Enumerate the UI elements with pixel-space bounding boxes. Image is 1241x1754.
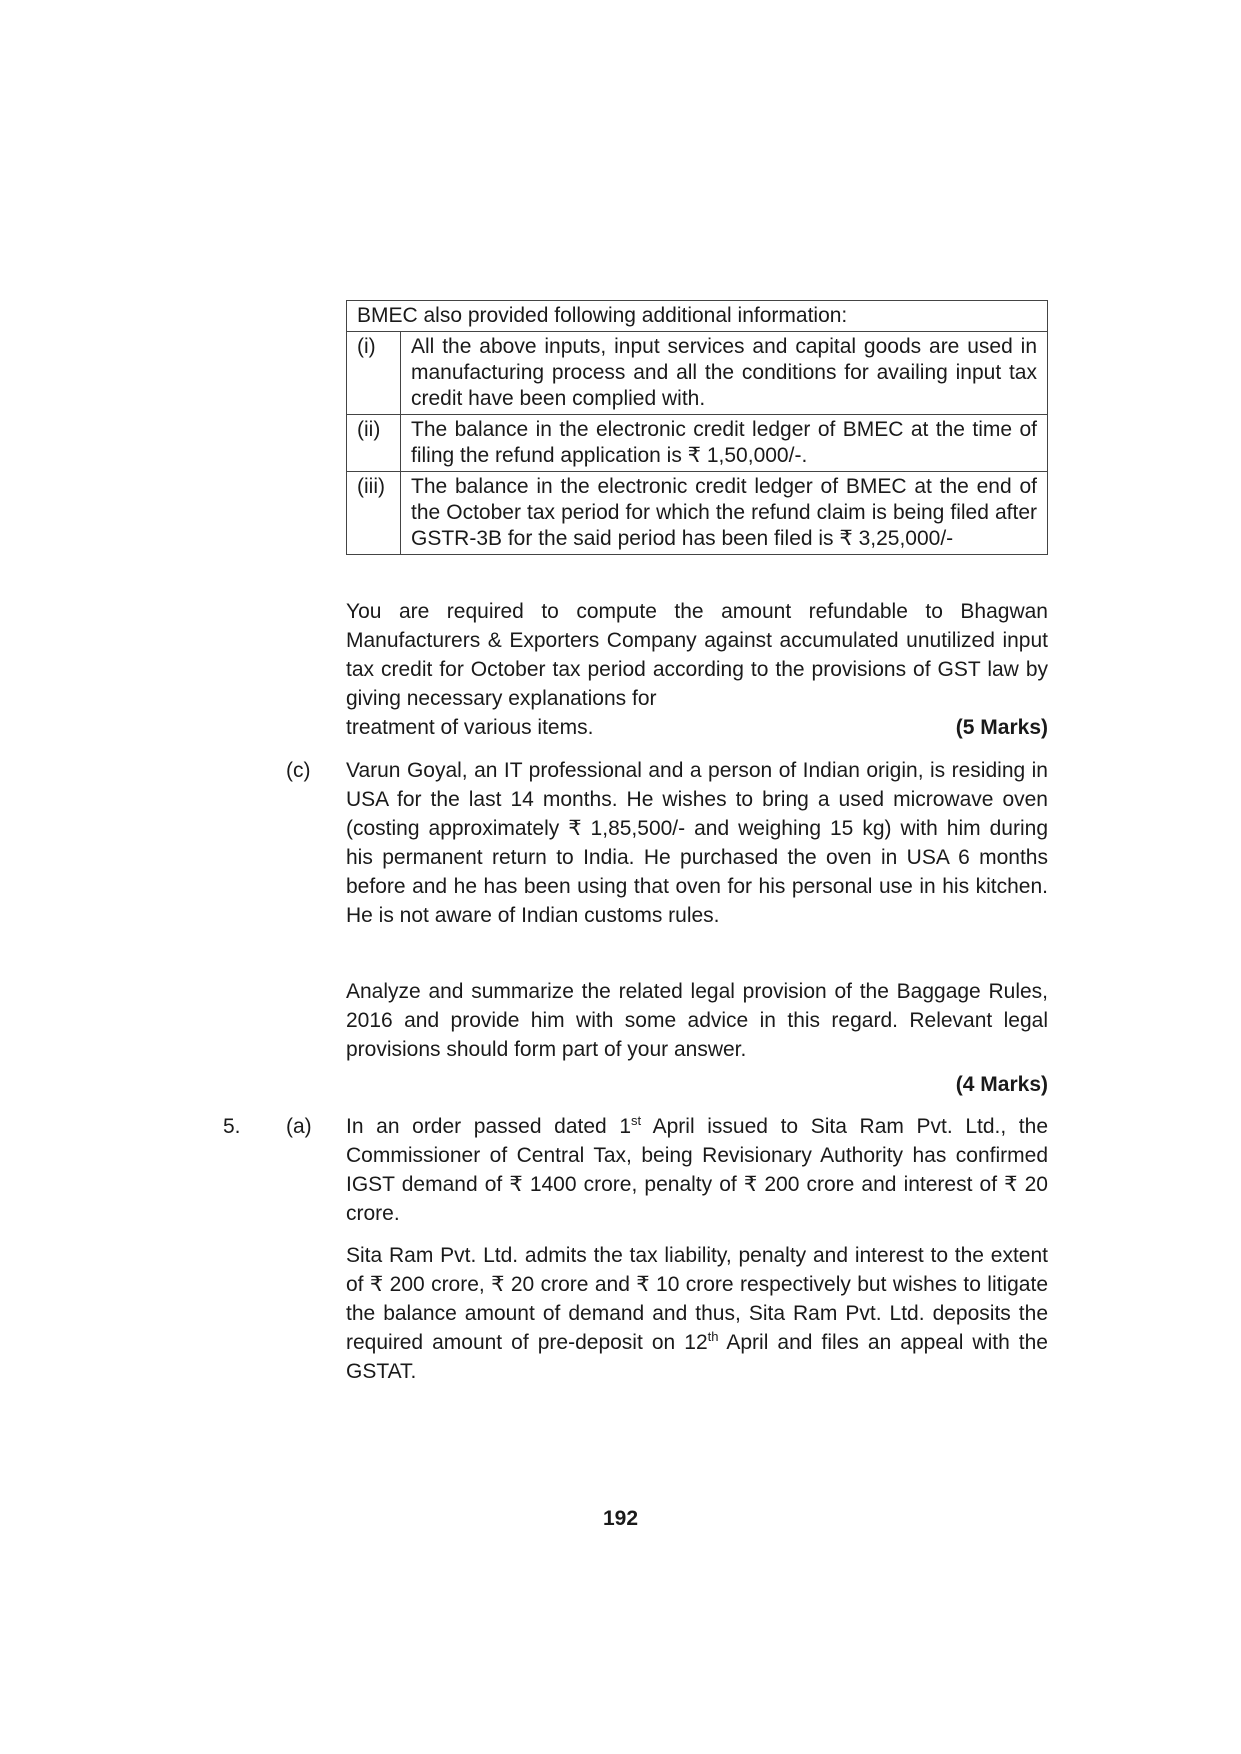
- part-c-label: (c): [286, 759, 311, 782]
- q5-para2-end: April and files an appeal with the GSTAT.: [346, 1331, 1048, 1383]
- q5-para2-start: Sita Ram Pvt. Ltd. admits the tax liability, penalty and interest to the extent of ₹ 200 crore, ₹ 20 crore and ₹ 10 crore respectively but wishes to litigate the balance amount of demand and thus, Sita Ram Pvt. Ltd. deposits the required amount of pre-deposit on 12: [346, 1244, 1048, 1354]
- q5-para1-sup: st: [631, 1113, 642, 1128]
- part-b-text: You are required to compute the amount refundable to Bhagwan Manufacturers & Exporters Company against accumulated unutilized input tax credit for October tax period according to the provisions of GST law by giving necessary explanations for: [346, 600, 1048, 710]
- part-b-question: [346, 597, 1048, 742]
- q5-para2: [346, 1241, 1048, 1386]
- table-row: [347, 332, 1048, 415]
- part-b-last-line: [346, 713, 1048, 742]
- row-number: (ii): [347, 415, 401, 472]
- question-number: 5.: [223, 1115, 241, 1138]
- q5-para1-end: April issued to Sita Ram Pvt. Ltd., the Commissioner of Central Tax, being Revisionary Authority has confirmed IGST demand of ₹ 1400 crore, penalty of ₹ 200 crore and interest of ₹ 20 crore.: [346, 1115, 1048, 1225]
- table-header: BMEC also provided following additional information:: [347, 301, 1048, 332]
- part-c-para1: Varun Goyal, an IT professional and a person of Indian origin, is residing in USA for the last 14 months. He wishes to bring a used microwave oven (costing approximately ₹ 1,85,500/- and weighing 15 kg) with him during his permanent return to India. He purchased the oven in USA 6 months before and he has been using that oven for his personal use in his kitchen. He is not aware of Indian customs rules.: [346, 759, 1048, 927]
- row-number: (iii): [347, 472, 401, 555]
- q5-para2-sup: th: [707, 1329, 719, 1344]
- additional-info-table: [346, 300, 1048, 555]
- table-row: [347, 415, 1048, 472]
- part-c-marks: (4 Marks): [955, 1073, 1048, 1096]
- row-text: All the above inputs, input services and capital goods are used in manufacturing process and all the conditions for availing input tax credit have been complied with.: [401, 332, 1048, 415]
- q5-para1: [346, 1112, 1048, 1228]
- page-number: 192: [602, 1507, 639, 1530]
- row-text: The balance in the electronic credit ledger of BMEC at the end of the October tax period for which the refund claim is being filed after GSTR-3B for the said period has been filed is ₹ 3,25,000/-: [401, 472, 1048, 555]
- row-text: The balance in the electronic credit ledger of BMEC at the time of filing the refund application is ₹ 1,50,000/-.: [401, 415, 1048, 472]
- part-b-marks: (5 Marks): [955, 716, 1048, 739]
- table-row: [347, 472, 1048, 555]
- part-c-para2: Analyze and summarize the related legal provision of the Baggage Rules, 2016 and provide him with some advice in this regard. Relevant legal provisions should form part of your answer.: [346, 980, 1048, 1061]
- part-b-last-text: treatment of various items.: [346, 716, 594, 739]
- q5-para1-start: In an order passed dated 1: [346, 1115, 631, 1138]
- table-header-row: [347, 301, 1048, 332]
- q5-part-label: (a): [286, 1115, 312, 1138]
- row-number: (i): [347, 332, 401, 415]
